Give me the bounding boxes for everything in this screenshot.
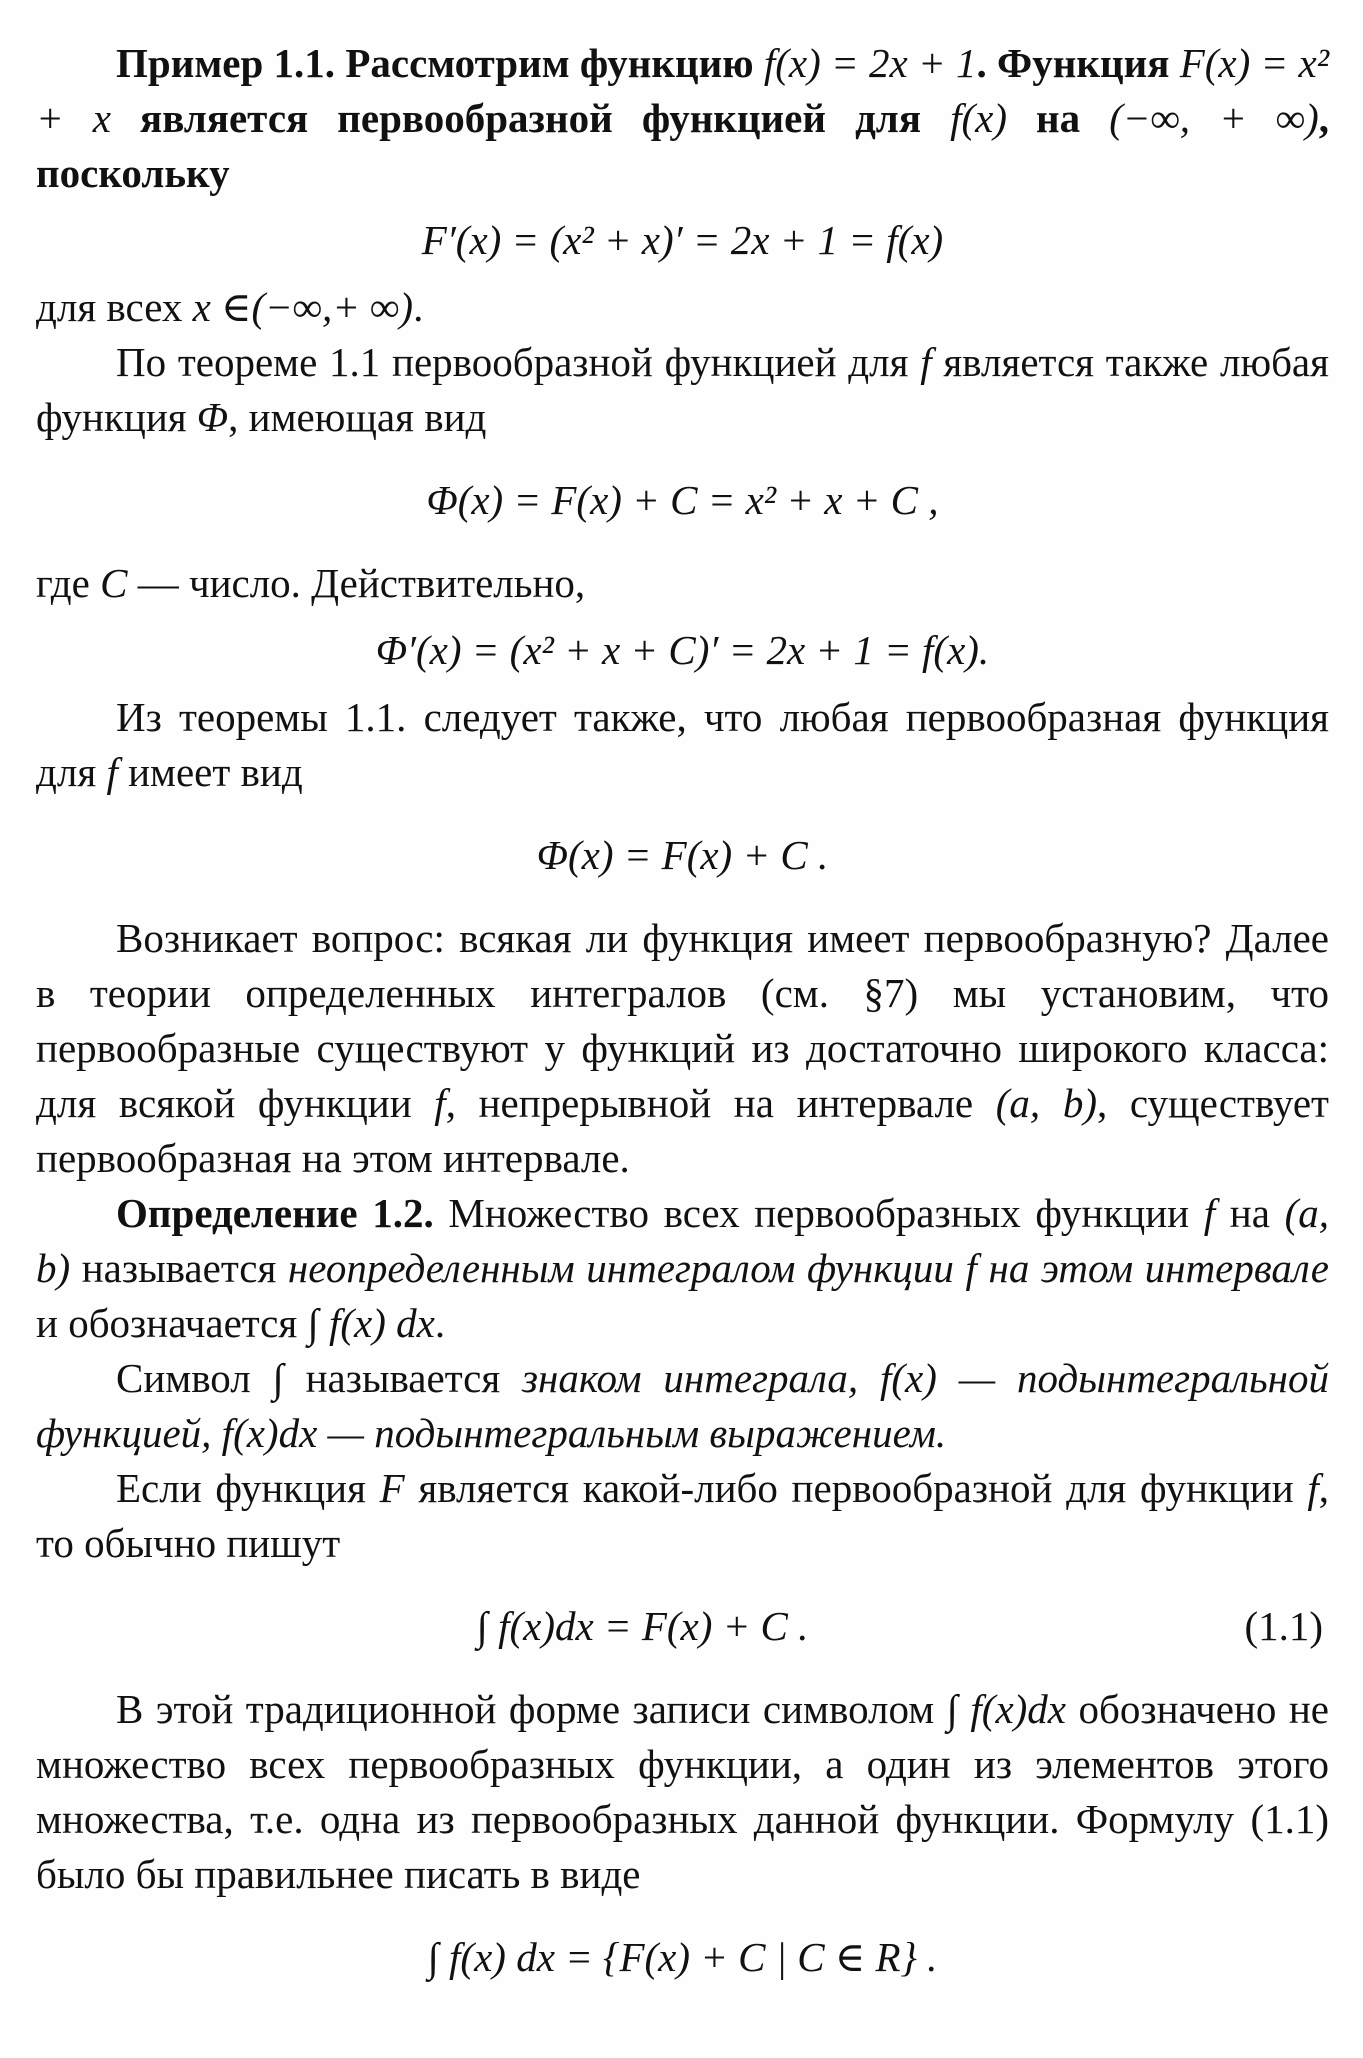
- equation-phi-def: [36, 473, 1329, 528]
- formula-C: C: [100, 560, 128, 606]
- traditional-form-paragraph: [36, 1682, 1329, 1902]
- text: Символ ∫ называется: [116, 1355, 523, 1401]
- text: — число. Действительно,: [127, 560, 586, 606]
- theorem-paragraph: [36, 335, 1329, 445]
- equation-text: Φ(x) = F(x) + C = x² + x + C ,: [426, 477, 939, 523]
- example-title: Пример 1.1.: [116, 40, 336, 86]
- formula-interval: (−∞, + ∞): [1109, 95, 1319, 141]
- text: , существует первообразная на этом интервале.: [36, 1080, 1329, 1181]
- equation-number: (1.1): [1244, 1603, 1323, 1649]
- formula-interval-ab: (a, b): [36, 1190, 1329, 1291]
- text: на: [1215, 1190, 1285, 1236]
- text: является какой-либо первообразной для функции: [404, 1465, 1308, 1511]
- equation-text: Φ(x) = F(x) + C .: [536, 832, 829, 878]
- example-text: Рассмотрим функцию: [335, 40, 764, 86]
- formula-f: f: [434, 1080, 446, 1126]
- formula-F: F: [379, 1465, 405, 1511]
- formula-fxdx: f(x)dx: [221, 1410, 318, 1456]
- text: .: [413, 284, 424, 330]
- formula-interval-ab: (a, b): [995, 1080, 1097, 1126]
- text: и обозначается: [36, 1300, 308, 1346]
- formula-integral: ∫ f(x)dx: [946, 1686, 1067, 1732]
- text: Возникает вопрос: всякая ли функция имеет первообразную? Далее в теории определенных интегралов (см. §7) мы установим, что первообразные существуют у функций из достаточно широкого класса: для всякой функции: [36, 915, 1329, 1126]
- theorem-consequence-paragraph: [36, 690, 1329, 800]
- equation-phi-derivative: [36, 623, 1329, 678]
- text: называется: [70, 1245, 288, 1291]
- equation-derivative-F: [36, 213, 1329, 268]
- definition-1-2-paragraph: [36, 1186, 1329, 1351]
- text: Если функция: [116, 1465, 380, 1511]
- text: По теореме 1.1 первообразной функцией для: [116, 339, 921, 385]
- formula-fx: f(x): [950, 95, 1007, 141]
- text: Множество всех первообразных функции: [433, 1190, 1204, 1236]
- formula-f: f(x) = 2x + 1: [763, 40, 977, 86]
- definition-term: неопределенным интегралом функции f на этом интервале: [287, 1245, 1329, 1291]
- constant-line: [36, 556, 1329, 611]
- formula-f: f: [106, 749, 118, 795]
- text: , то обычно пишут: [36, 1465, 1329, 1566]
- example-1-1-paragraph: [36, 36, 1329, 201]
- formula-phi: Φ: [196, 394, 229, 440]
- text: обозначено не множество всех первообразных функции, а один из элементов этого множества, т.е. одна из первообразных данной функции. Формулу (1.1) было бы правильнее писать в виде: [36, 1686, 1329, 1897]
- symbol-paragraph: [36, 1351, 1329, 1461]
- for-all-line: [36, 280, 1329, 335]
- example-text: является первообразной функцией для: [110, 95, 951, 141]
- formula-integral: ∫ f(x) dx: [307, 1300, 435, 1346]
- equation-1-1: [36, 1599, 1329, 1654]
- equation-text: ∫ f(x)dx = F(x) + C .: [476, 1603, 809, 1649]
- existence-paragraph: [36, 911, 1329, 1186]
- equation-text: F′(x) = (x² + x)′ = 2x + 1 = f(x): [421, 217, 944, 263]
- term-integral-sign: знаком интеграла,: [522, 1355, 880, 1401]
- term-integrand-expression: — подынтегральным выражением.: [317, 1410, 947, 1456]
- text: имеет вид: [117, 749, 303, 795]
- formula-f: f: [920, 339, 932, 385]
- equation-general-form: [36, 828, 1329, 883]
- text: , имеющая вид: [228, 394, 487, 440]
- equation-text: Φ′(x) = (x² + x + C)′ = 2x + 1 = f(x).: [375, 627, 990, 673]
- formula-f: f: [1307, 1465, 1319, 1511]
- text: В этой традиционной форме записи символом: [116, 1686, 947, 1732]
- definition-title: Определение 1.2.: [116, 1190, 434, 1236]
- example-text: на: [1006, 95, 1110, 141]
- example-text: . Функция: [976, 40, 1180, 86]
- formula-F: F(x) = x² + x: [36, 40, 1330, 141]
- term-integrand: — подынтегральной функцией,: [36, 1355, 1329, 1456]
- notation-paragraph: [36, 1461, 1329, 1571]
- text: является также любая функция: [36, 339, 1329, 440]
- equation-text: ∫ f(x) dx = {F(x) + C | C ∈ R} .: [427, 1934, 938, 1980]
- equation-set-form: [36, 1930, 1329, 1985]
- text: , непрерывной на интервале: [445, 1080, 996, 1126]
- text: .: [434, 1300, 446, 1346]
- formula-fx: f(x): [880, 1355, 937, 1401]
- formula-f: f: [1203, 1190, 1216, 1236]
- text: Из теоремы 1.1. следует также, что любая первообразная функция для: [36, 694, 1329, 795]
- text: для всех: [36, 284, 193, 330]
- example-text: , поскольку: [36, 95, 1329, 196]
- text: где: [36, 560, 101, 606]
- formula-x-in-R: x ∈(−∞,+ ∞): [192, 284, 414, 330]
